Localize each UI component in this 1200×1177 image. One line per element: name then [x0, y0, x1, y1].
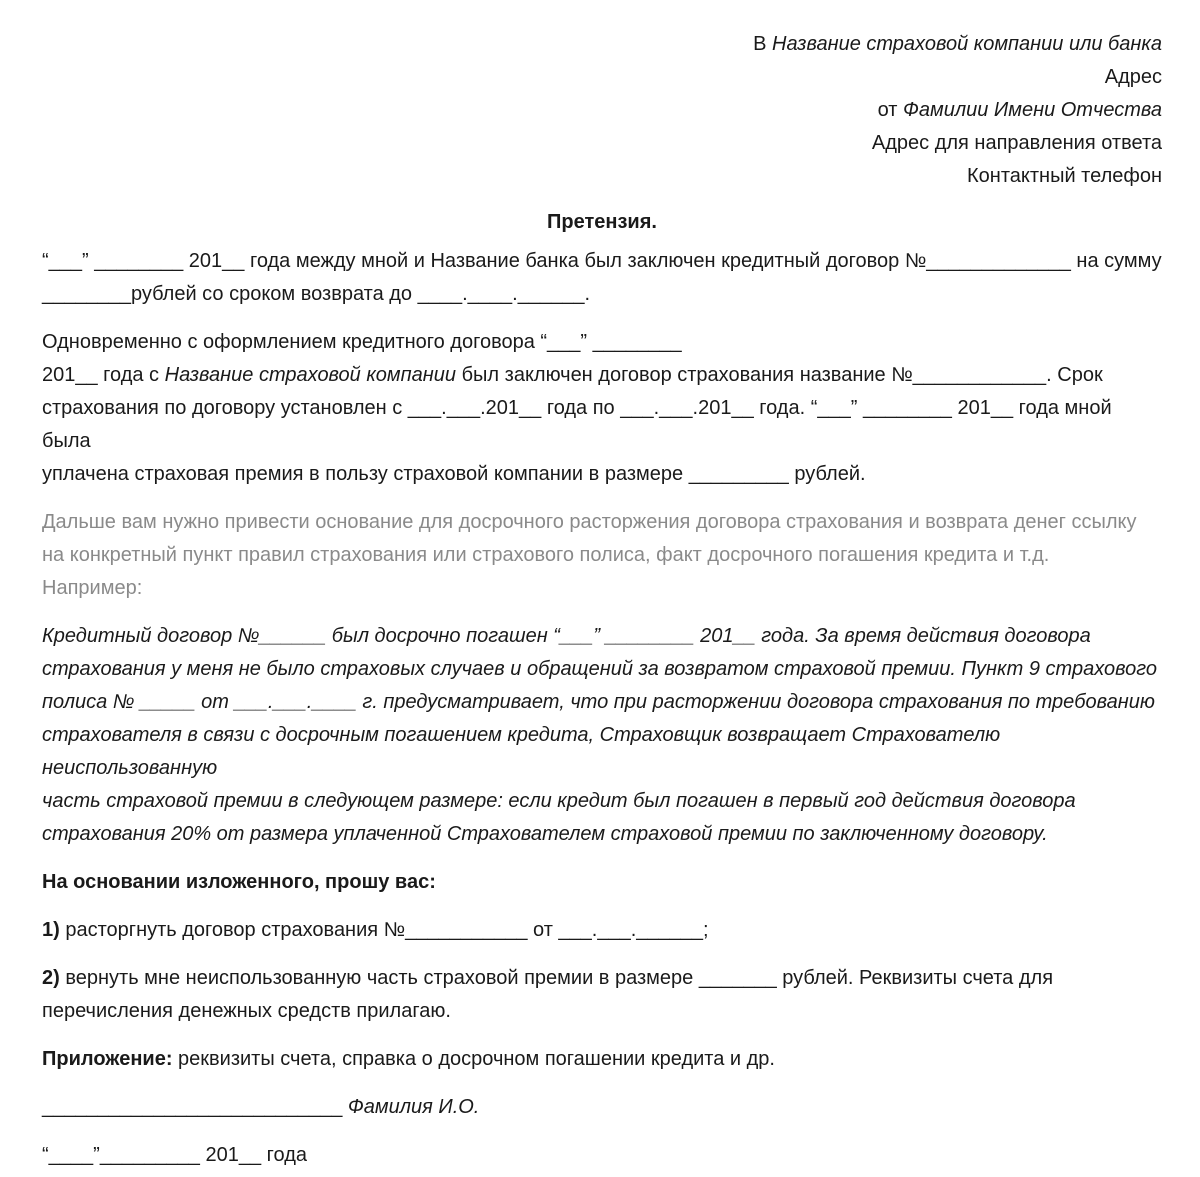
appendix-line: Приложение: реквизиты счета, справка о досрочном погашении кредита и др.	[42, 1048, 775, 1070]
request-heading: На основании изложенного, прошу вас:	[42, 871, 436, 893]
document-page	[42, 28, 1162, 1172]
paragraph-insurance-contract: Одновременно с оформлением кредитного договора “___” ________ 201__ года с Название страховой компании был заключен договор страхования название №____________. Срок страхования по договору установлен с ___.___.201__ года по ___.___.201__ года. “___” ________ 201__ года мной была уплачена страховая премия в пользу страховой компании в размере _________ рублей.	[42, 331, 1112, 485]
request-item-1: 1) расторгнуть договор страхования №___________ от ___.___.______;	[42, 919, 709, 941]
appendix-label: Приложение:	[42, 1048, 173, 1070]
signature-line: ___________________________ Фамилия И.О.	[42, 1096, 480, 1118]
sender-line: от Фамилии Имени Отчества	[877, 99, 1162, 121]
addressee-address: Адрес	[1104, 66, 1162, 88]
addressee-company: Название страховой компании или банка	[772, 33, 1162, 55]
addressee-line: В Название страховой компании или банка	[753, 33, 1162, 55]
insurance-company-name: Название страховой компании	[164, 364, 457, 386]
addressee-block	[42, 28, 1162, 193]
document-title: Претензия.	[547, 211, 657, 233]
sender-name: Фамилии Имени Отчества	[902, 99, 1162, 121]
signature-name: Фамилия И.О.	[347, 1096, 480, 1118]
request-item-2: 2) вернуть мне неиспользованную часть страховой премии в размере _______ рублей. Реквизиты счета для перечисления денежных средств прилагаю.	[42, 967, 1054, 1022]
paragraph-example: Кредитный договор №______ был досрочно погашен “___” ________ 201__ года. За время действия договора страхования у меня не было страховых случаев и обращений за возвратом страховой премии. Пункт 9 страхового полиса № _____ от ___.___.____ г. предусматривает, что при расторжении договора страхования по требованию страхователя в связи с досрочным погашением кредита, Страховщик возвращает Страхователю неиспользованную часть страховой премии в следующем размере: если кредит был погашен в первый год действия договора страхования 20% от размера уплаченной Страхователем страховой премии по заключенному договору.	[42, 625, 1157, 845]
contact-phone: Контактный телефон	[967, 165, 1162, 187]
reply-address: Адрес для направления ответа	[871, 132, 1162, 154]
date-line: “____”_________ 201__ года	[42, 1144, 307, 1166]
paragraph-credit-contract: “___” ________ 201__ года между мной и Название банка был заключен кредитный договор №_____________ на сумму ________рублей со сроком возврата до ____.____.______.	[42, 250, 1162, 305]
paragraph-instruction-note: Дальше вам нужно привести основание для досрочного расторжения договора страхования и возврата денег ссылку на конкретный пункт правил страхования или страхового полиса, факт досрочного погашения кредита и т.д. Например:	[42, 511, 1137, 599]
